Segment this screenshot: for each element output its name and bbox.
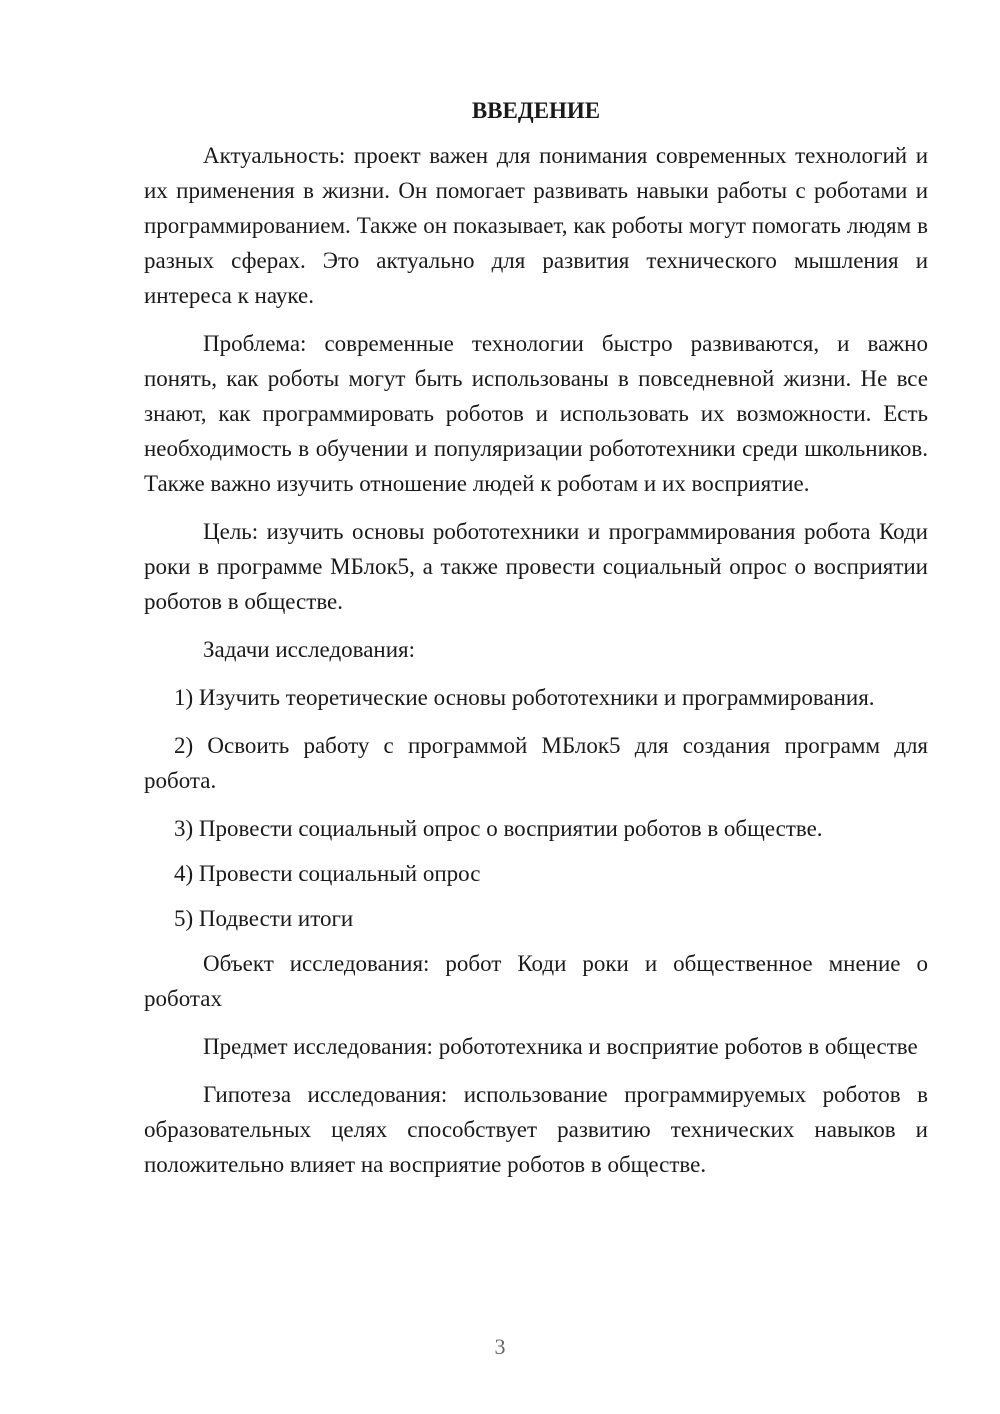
task-item-5: 5) Подвести итоги <box>174 906 354 931</box>
subject-paragraph: Предмет исследования: робототехника и восприятие роботов в обществе <box>203 1034 918 1059</box>
section-heading: ВВЕДЕНИЕ <box>471 98 601 123</box>
task-item-3: 3) Провести социальный опрос о восприятии роботов в обществе. <box>174 816 823 841</box>
page-content <box>144 93 928 1182</box>
relevance-paragraph: Актуальность: проект важен для понимания современных технологий и их применения в жизни. Он помогает развивать навыки работы с роботами и программированием. Также он показывает, как роботы могут помогать людям в разных сферах. Это актуально для развития технического мышления и интереса к науке. <box>144 143 928 308</box>
object-paragraph: Объект исследования: робот Коди роки и общественное мнение о роботах <box>144 951 928 1011</box>
goal-paragraph: Цель: изучить основы робототехники и программирования робота Коди роки в программе МБлок5, а также провести социальный опрос о восприятии роботов в обществе. <box>144 519 928 614</box>
hypothesis-paragraph: Гипотеза исследования: использование программируемых роботов в образовательных целях способствует развитию технических навыков и положительно влияет на восприятие роботов в обществе. <box>144 1082 928 1177</box>
page-number: 3 <box>494 1334 506 1359</box>
problem-paragraph: Проблема: современные технологии быстро развиваются, и важно понять, как роботы могут быть использованы в повседневной жизни. Не все знают, как программировать роботов и использовать их возможности. Есть необходимость в обучении и популяризации робототехники среди школьников. Также важно изучить отношение людей к роботам и их восприятие. <box>144 331 928 496</box>
task-item-1: 1) Изучить теоретические основы робототехники и программирования. <box>174 685 875 710</box>
tasks-title: Задачи исследования: <box>203 637 416 662</box>
task-item-2: 2) Освоить работу с программой МБлок5 для создания программ для робота. <box>144 733 928 793</box>
task-item-4: 4) Провести социальный опрос <box>174 861 481 886</box>
